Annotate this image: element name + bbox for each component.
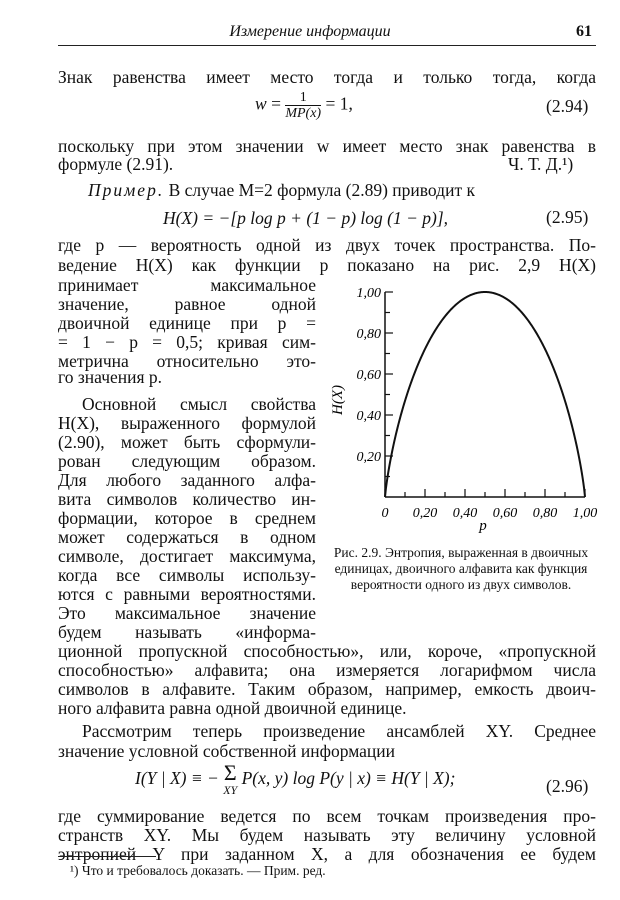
x-ticks bbox=[382, 489, 598, 521]
chart-axes bbox=[385, 292, 585, 497]
text-line: ционной пропускной способностью», или, короче, «пропускной bbox=[58, 641, 596, 661]
equation-2-94 bbox=[255, 90, 353, 121]
text-line: Это максимальное значение bbox=[58, 603, 316, 623]
y-tick-label: 0,60 bbox=[356, 368, 381, 383]
text-line: ются с равными вероятностями. bbox=[58, 584, 316, 604]
x-tick-label: 1,00 bbox=[572, 506, 598, 521]
page-number: 61 bbox=[576, 23, 592, 40]
text-line: H(X), выраженного формулой bbox=[58, 413, 316, 433]
summation bbox=[223, 760, 238, 797]
equation-number: (2.95) bbox=[546, 207, 589, 227]
text-line: может содержаться в одном bbox=[58, 527, 316, 547]
fraction-denominator: MP(x) bbox=[285, 106, 322, 121]
sigma-subscript: XY bbox=[223, 783, 238, 797]
qed-mark: Ч. Т. Д.¹) bbox=[508, 154, 574, 174]
text-line: формации, которое в среднем bbox=[58, 508, 316, 528]
fraction bbox=[285, 90, 321, 121]
eq-left: I(Y | X) ≡ − bbox=[135, 768, 219, 789]
text-line: го значения p. bbox=[58, 367, 163, 387]
x-tick-label: 0,40 bbox=[452, 506, 478, 521]
example-text: В случае M=2 формула (2.89) приводит к bbox=[168, 180, 475, 200]
eq-rest: = 1, bbox=[325, 93, 353, 114]
y-axis-label: H(X) bbox=[330, 385, 346, 415]
y-tick-label: 1,00 bbox=[356, 286, 381, 301]
equation-number: (2.96) bbox=[546, 776, 589, 796]
equation-2-96 bbox=[135, 760, 456, 797]
text-line: когда все символы использу- bbox=[58, 565, 316, 585]
text-line: Основной смысл свойства bbox=[82, 394, 316, 414]
equation-number: (2.94) bbox=[546, 96, 589, 116]
fraction-numerator: 1 bbox=[285, 90, 321, 106]
text-line: двоичной единице при p = bbox=[58, 313, 316, 333]
footnote: ¹) Что и требовалось доказать. — Прим. ред. bbox=[70, 863, 326, 878]
x-axis-label: p bbox=[479, 518, 487, 534]
y-ticks bbox=[357, 286, 394, 477]
text-line: Рассмотрим теперь произведение ансамблей XY. Среднее bbox=[82, 721, 596, 741]
running-header-title: Измерение информации bbox=[229, 23, 391, 40]
entropy-curve bbox=[385, 292, 585, 497]
text-line: энтропией Y при заданном X, а для обозначения ее будем bbox=[58, 844, 596, 864]
y-tick-label: 0,20 bbox=[356, 450, 381, 465]
text-line: символе, достигает максимума, bbox=[58, 546, 316, 566]
text-line: где p — вероятность одной из двух точек пространства. По- bbox=[58, 235, 596, 255]
eq-symbol: w bbox=[255, 93, 267, 114]
example-line bbox=[88, 179, 596, 201]
text-line: (2.90), может быть сформули- bbox=[58, 432, 316, 452]
caption-text: Энтропия, выраженная в двоичных единицах, двоичного алфавита как функция вероятности одного из двух символов. bbox=[334, 545, 589, 592]
text-line: формуле (2.91). bbox=[58, 154, 174, 174]
header-rule bbox=[58, 45, 596, 46]
caption-label: Рис. 2.9. bbox=[333, 545, 382, 560]
x-tick-label: 0 bbox=[381, 506, 389, 521]
entropy-chart bbox=[320, 272, 605, 534]
y-tick-label: 0,40 bbox=[356, 409, 381, 424]
eq-right: P(x, y) log P(y | x) ≡ H(Y | X); bbox=[241, 768, 456, 789]
text-line: символов в алфавите. Таким образом, например, емкость двоич- bbox=[58, 679, 596, 699]
text-line: ного алфавита равна одной двоичной единице. bbox=[58, 698, 407, 718]
text-line: значение, равное одной bbox=[58, 294, 316, 314]
text-line: Для любого заданного алфа- bbox=[58, 470, 316, 490]
text-line: способностью» алфавита; она измеряется логарифмом числа bbox=[58, 660, 596, 680]
text-line: рован следующим образом. bbox=[58, 451, 316, 471]
text-line: метрична относительно это- bbox=[58, 351, 316, 371]
y-tick-label: 0,80 bbox=[356, 327, 381, 342]
sigma-sign: Σ bbox=[223, 760, 237, 785]
x-tick-label: 0,80 bbox=[532, 506, 558, 521]
text-line: странств XY. Мы будем называть эту величину условной bbox=[58, 825, 596, 845]
text-line: будем называть «информа- bbox=[58, 622, 316, 642]
x-tick-label: 0,60 bbox=[492, 506, 518, 521]
eq-symbol: = bbox=[271, 93, 281, 114]
text-line: где суммирование ведется по всем точкам произведения про- bbox=[58, 806, 596, 826]
text-line: Знак равенства имеет место тогда и только тогда, когда bbox=[58, 67, 596, 87]
figure-caption bbox=[323, 545, 599, 593]
text-line: вита символов количество ин- bbox=[58, 489, 316, 509]
equation-2-95: H(X) = −[p log p + (1 − p) log (1 − p)], bbox=[163, 208, 449, 228]
text-line: значение условной собственной информации bbox=[58, 741, 396, 761]
example-label: Пример. bbox=[88, 180, 165, 200]
footnote-rule bbox=[58, 856, 156, 857]
x-tick-label: 0,20 bbox=[412, 506, 438, 521]
text-line: = 1 − p = 0,5; кривая сим- bbox=[58, 332, 316, 352]
text-line: принимает максимальное bbox=[58, 275, 316, 295]
text-line: поскольку при этом значении w имеет место знак равенства в bbox=[58, 136, 596, 156]
text-line: ведение H(X) как функции p показано на рис. 2,9 H(X) bbox=[58, 255, 596, 275]
